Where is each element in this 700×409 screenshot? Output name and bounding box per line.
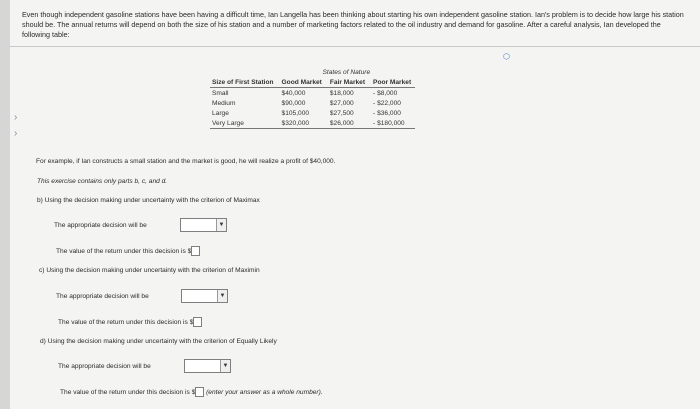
row-size: Very Large — [210, 118, 278, 129]
cell-poor: - $36,000 — [373, 109, 401, 117]
part-b-return-row — [56, 246, 200, 256]
table-row — [210, 118, 415, 129]
part-d-heading: d) Using the decision making under uncertainty with the criterion of Equally Likely — [40, 338, 277, 345]
cell-fair: $27,500 — [329, 109, 354, 117]
part-b-decision-select[interactable] — [180, 218, 227, 232]
part-d-hint: (enter your answer as a whole number). — [206, 388, 323, 396]
chevron-down-icon[interactable]: ▼ — [217, 290, 227, 302]
cell-poor: - $22,000 — [373, 99, 401, 107]
chevron-right-icon[interactable]: › — [14, 128, 18, 139]
part-c-decision-select[interactable] — [181, 289, 228, 303]
chevron-down-icon[interactable]: ▼ — [220, 360, 230, 372]
chevron-down-icon[interactable]: ▼ — [216, 219, 226, 231]
cell-poor: - $8,000 — [373, 89, 398, 97]
table-row — [210, 98, 415, 108]
cell-good: $40,000 — [281, 89, 306, 97]
pin-icon[interactable]: ⬡ — [503, 52, 510, 61]
part-b-return-input[interactable] — [191, 246, 200, 256]
cell-good: $105,000 — [281, 109, 310, 117]
row-size: Medium — [212, 99, 236, 107]
header-size: Size of First Station — [210, 77, 278, 88]
part-c-return-row — [58, 317, 202, 327]
part-d-return-input[interactable] — [195, 387, 204, 397]
header-good: Good Market — [278, 77, 326, 88]
part-c-heading: c) Using the decision making under uncertainty with the criterion of Maximin — [39, 267, 260, 274]
row-size: Large — [212, 109, 229, 117]
table-row — [210, 88, 415, 99]
divider — [10, 46, 700, 47]
exercise-note: This exercise contains only parts b, c, and d. — [37, 178, 168, 185]
part-c-return-input[interactable] — [193, 317, 202, 327]
part-b-return-label: The value of the return under this decision is $ — [56, 247, 192, 255]
part-d-decision-select[interactable] — [184, 359, 231, 373]
part-c-return-label: The value of the return under this decision is $ — [58, 318, 194, 326]
example-text: For example, if Ian constructs a small station and the market is good, he will realize a profit of $40,000. — [36, 158, 336, 165]
table-row — [210, 108, 415, 118]
row-size: Small — [212, 89, 229, 97]
part-b-heading: b) Using the decision making under uncertainty with the criterion of Maximax — [37, 197, 260, 204]
payoff-table — [210, 67, 415, 129]
cell-good: $320,000 — [278, 118, 326, 129]
cell-fair: $26,000 — [326, 118, 369, 129]
part-d-decision-label: The appropriate decision will be — [58, 363, 151, 370]
part-b-decision-label: The appropriate decision will be — [54, 222, 147, 229]
part-c-decision-label: The appropriate decision will be — [56, 293, 149, 300]
chevron-right-icon[interactable]: › — [14, 112, 18, 123]
cell-fair: $18,000 — [329, 89, 354, 97]
problem-intro: Even though independent gasoline stations have been having a difficult time, Ian Langella has been thinking about starting his own independent gasoline station. Ian's problem is to decide how large his station should be. The annual returns will depend on both the size of his station and a number of marketing factors related to the oil industry and demand for gasoline. After a careful analysis, Ian developed the following table: — [22, 10, 684, 39]
states-caption: States of Nature — [322, 68, 371, 76]
header-fair: Fair Market — [326, 77, 369, 88]
part-d-return-label: The value of the return under this decision is $ — [60, 388, 196, 396]
question-sheet — [10, 0, 700, 409]
cell-poor: - $180,000 — [369, 118, 415, 129]
part-d-return-row — [60, 387, 323, 397]
cell-good: $90,000 — [281, 99, 306, 107]
cell-fair: $27,000 — [329, 99, 354, 107]
header-poor: Poor Market — [369, 77, 415, 88]
